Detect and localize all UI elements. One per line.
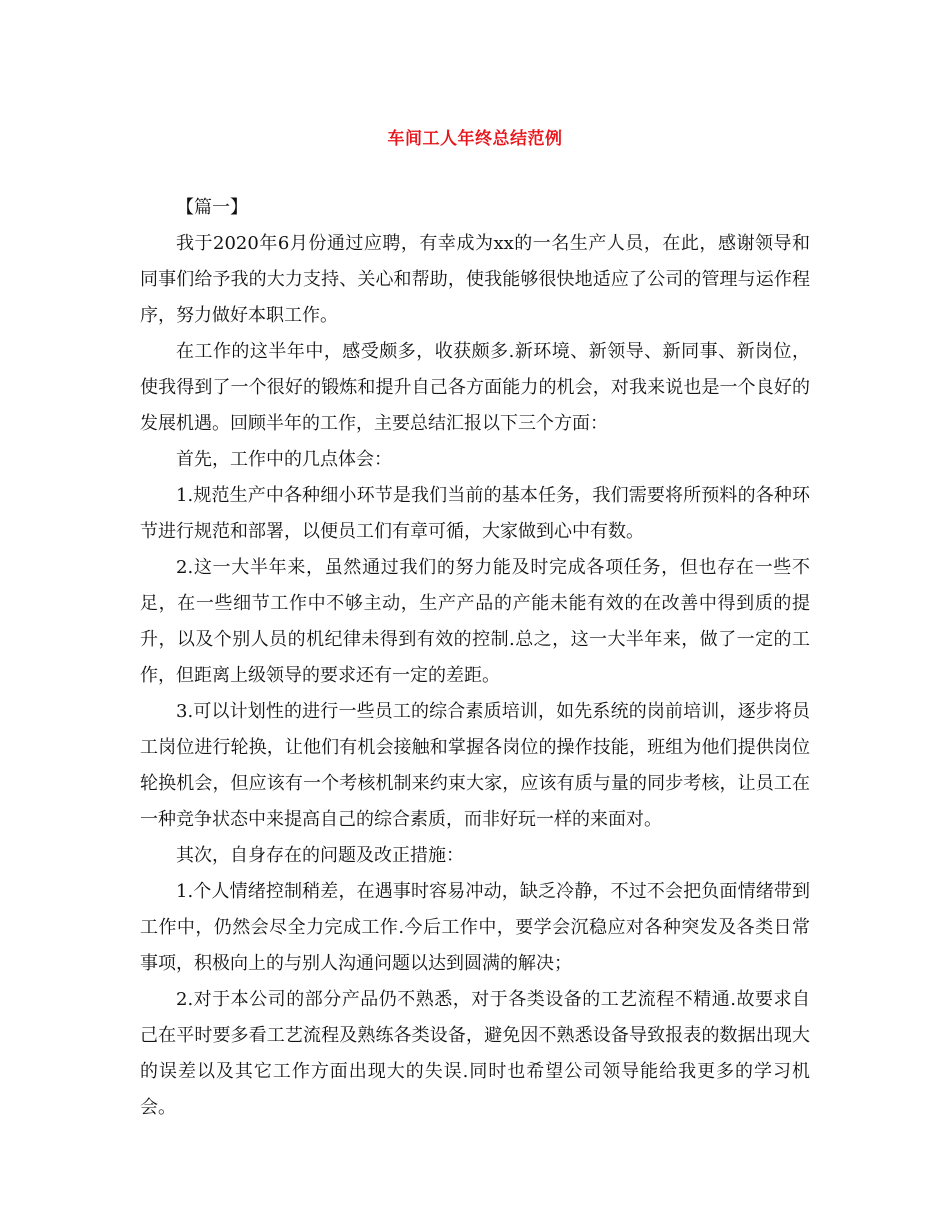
paragraph-intro: 我于2020年6月份通过应聘，有幸成为xx的一名生产人员，在此，感谢领导和同事们给予我的大力支持、关心和帮助，使我能够很快地适应了公司的管理与运作程序，努力做好本职工作。 [140, 233, 810, 326]
document-body [140, 190, 810, 1126]
paragraph-issue-2: 2.对于本公司的部分产品仍不熟悉，对于各类设备的工艺流程不精通.故要求自己在平时要多看工艺流程及熟练各类设备，避免因不熟悉设备导致报表的数据出现大的误差以及其它工作方面出现大的失误.同时也希望公司领导能给我更多的学习机会。 [140, 989, 810, 1118]
paragraph-point-2: 2.这一大半年来，虽然通过我们的努力能及时完成各项任务，但也存在一些不足，在一些细节工作中不够主动，生产产品的产能未能有效的在改善中得到质的提升，以及个别人员的机纪律未得到有效的控制.总之，这一大半年来，做了一定的工作，但距离上级领导的要求还有一定的差距。 [140, 557, 810, 686]
paragraph-second-heading: 其次，自身存在的问题及改正措施： [176, 845, 464, 866]
paragraph-half-year: 在工作的这半年中，感受颇多，收获颇多.新环境、新领导、新同事、新岗位，使我得到了一个很好的锻炼和提升自己各方面能力的机会，对我来说也是一个良好的发展机遇。回顾半年的工作，主要总结汇报以下三个方面： [140, 341, 810, 434]
paragraph-first-heading: 首先，工作中的几点体会： [176, 449, 392, 470]
paragraph-point-3: 3.可以计划性的进行一些员工的综合素质培训，如先系统的岗前培训，逐步将员工岗位进行轮换，让他们有机会接触和掌握各岗位的操作技能，班组为他们提供岗位轮换机会，但应该有一个考核机制来约束大家，应该有质与量的同步考核，让员工在一种竞争状态中来提高自己的综合素质，而非好玩一样的来面对。 [140, 701, 810, 830]
section-label: 【篇一】 [176, 197, 248, 218]
document-title: 车间工人年终总结范例 [387, 129, 563, 149]
paragraph-issue-1: 1.个人情绪控制稍差，在遇事时容易冲动，缺乏冷静，不过不会把负面情绪带到工作中，仍然会尽全力完成工作.今后工作中，要学会沉稳应对各种突发及各类日常事项，积极向上的与别人沟通问题以达到圆满的解决； [140, 881, 810, 974]
paragraph-point-1: 1.规范生产中各种细小环节是我们当前的基本任务，我们需要将所预料的各种环节进行规范和部署，以便员工们有章可循，大家做到心中有数。 [140, 485, 810, 542]
